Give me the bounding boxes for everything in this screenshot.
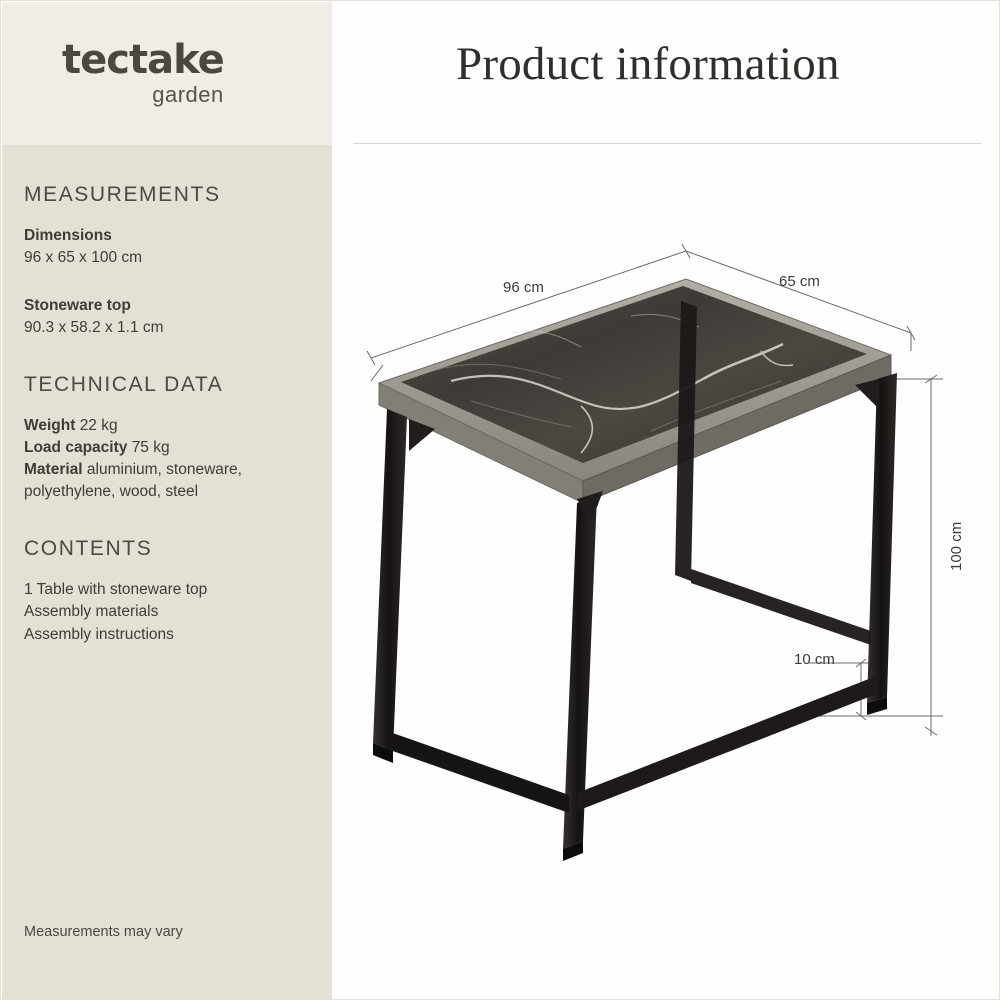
stoneware-top (379, 279, 891, 503)
list-item: Assembly instructions (24, 625, 174, 643)
measurement-dimensions (24, 225, 310, 269)
section-heading-contents: CONTENTS (24, 537, 153, 560)
load-capacity-label: Load capacity (24, 439, 128, 456)
brand-block (2, 2, 332, 145)
material-value-cont: polyethylene, wood, steel (24, 483, 199, 500)
technical-row-load-capacity (24, 437, 310, 459)
dimension-label-height: 100 cm (948, 521, 965, 571)
contents-list (24, 579, 310, 646)
logo (62, 37, 224, 108)
material-value: aluminium, stoneware, (86, 461, 242, 478)
technical-data-list (24, 415, 310, 503)
dimensions-label: Dimensions (24, 227, 112, 244)
dimension-label-depth: 65 cm (779, 273, 820, 290)
brand-subtitle: garden (152, 82, 224, 107)
weight-value: 22 kg (79, 417, 118, 434)
material-label: Material (24, 461, 83, 478)
title-divider (353, 143, 981, 144)
list-item: 1 Table with stoneware top (24, 581, 208, 598)
dimensions-value: 96 x 65 x 100 cm (24, 249, 143, 266)
technical-row-material-cont (24, 481, 310, 503)
brand-name: tectake (62, 37, 224, 83)
list-item: Assembly materials (24, 603, 159, 621)
measurement-stoneware-top (24, 295, 310, 339)
product-diagram (331, 151, 1000, 1001)
table-illustration-svg (331, 151, 1000, 1001)
stoneware-top-value: 90.3 x 58.2 x 1.1 cm (24, 319, 164, 336)
page-title: Product information (456, 38, 840, 90)
weight-label: Weight (24, 417, 76, 434)
dimension-label-foot: 10 cm (794, 651, 835, 668)
technical-row-weight (24, 415, 310, 437)
sidebar (2, 2, 332, 1000)
footnote: Measurements may vary (24, 924, 183, 940)
sidebar-content (2, 145, 332, 646)
technical-row-material (24, 459, 310, 481)
section-heading-technical-data: TECHNICAL DATA (24, 373, 224, 396)
load-capacity-value: 75 kg (131, 439, 170, 456)
section-heading-measurements: MEASUREMENTS (24, 183, 221, 206)
dimension-label-width: 96 cm (503, 279, 544, 296)
stoneware-top-label: Stoneware top (24, 297, 131, 314)
